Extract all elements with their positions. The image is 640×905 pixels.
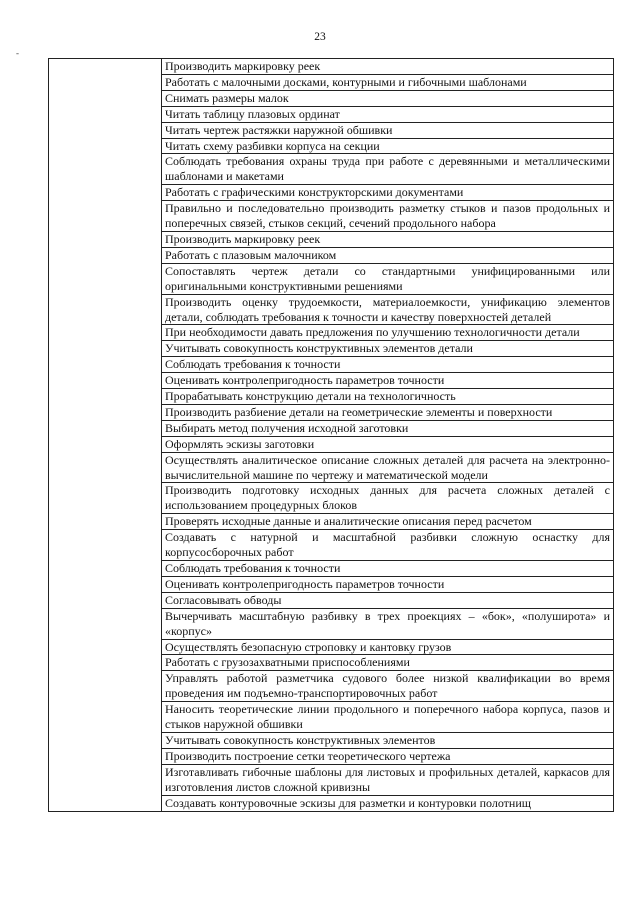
requirement-text: Производить маркировку реек — [162, 231, 614, 247]
requirement-text: Оценивать контролепригодность параметров точности — [162, 373, 614, 389]
requirement-text: Работать с грузозахватными приспособлениями — [162, 655, 614, 671]
requirement-text: Соблюдать требования к точности — [162, 561, 614, 577]
requirement-text: Оформлять эскизы заготовки — [162, 436, 614, 452]
requirement-text: Согласовывать обводы — [162, 592, 614, 608]
requirement-text: Снимать размеры малок — [162, 90, 614, 106]
requirement-text: Наносить теоретические линии продольного и поперечного набора корпуса, пазов и стыков наружной обшивки — [162, 702, 614, 733]
requirement-text: Производить построение сетки теоретического чертежа — [162, 748, 614, 764]
requirement-text: Читать таблицу плазовых ординат — [162, 106, 614, 122]
requirement-text: Проверять исходные данные и аналитические описания перед расчетом — [162, 514, 614, 530]
requirement-text: Учитывать совокупность конструктивных элементов детали — [162, 341, 614, 357]
requirement-text: Прорабатывать конструкцию детали на технологичность — [162, 389, 614, 405]
requirement-text: Учитывать совокупность конструктивных элементов — [162, 732, 614, 748]
requirement-text: Соблюдать требования к точности — [162, 357, 614, 373]
requirement-text: Сопоставлять чертеж детали со стандартными унифицированными или оригинальными конструктивными решениями — [162, 263, 614, 294]
requirement-text: Работать с малочными досками, контурными и гибочными шаблонами — [162, 74, 614, 90]
requirement-text: Производить маркировку реек — [162, 59, 614, 75]
requirement-text: Осуществлять безопасную строповку и кантовку грузов — [162, 639, 614, 655]
requirement-text: Соблюдать требования охраны труда при работе с деревянными и металлическими шаблонами и макетами — [162, 154, 614, 185]
requirement-text: Осуществлять аналитическое описание сложных деталей для расчета на электронно-вычислительной машине по чертежу и математической модели — [162, 452, 614, 483]
requirement-text: Читать чертеж растяжки наружной обшивки — [162, 122, 614, 138]
requirement-text: Оценивать контролепригодность параметров точности — [162, 576, 614, 592]
requirement-text: Читать схему разбивки корпуса на секции — [162, 138, 614, 154]
requirement-text: Производить оценку трудоемкости, материалоемкости, унификацию элементов детали, соблюдать требования к точности и качеству поверхностей деталей — [162, 294, 614, 325]
left-empty-cell — [49, 59, 162, 812]
requirement-text: Вычерчивать масштабную разбивку в трех проекциях – «бок», «полуширота» и «корпус» — [162, 608, 614, 639]
requirement-text: Производить разбиение детали на геометрические элементы и поверхности — [162, 404, 614, 420]
requirement-text: При необходимости давать предложения по улучшению технологичности детали — [162, 325, 614, 341]
requirement-text: Работать с графическими конструкторскими документами — [162, 185, 614, 201]
requirement-text: Создавать с натурной и масштабной разбивки сложную оснастку для корпусосборочных работ — [162, 530, 614, 561]
requirement-text: Правильно и последовательно производить разметку стыков и пазов продольных и поперечных связей, стыков секций, сечений продольного набора — [162, 201, 614, 232]
requirement-text: Изготавливать гибочные шаблоны для листовых и профильных деталей, каркасов для изготовления листов сложной кривизны — [162, 764, 614, 795]
requirement-text: Создавать контуровочные эскизы для разметки и контуровки полотнищ — [162, 795, 614, 811]
table-row — [49, 59, 614, 75]
margin-mark: - — [16, 48, 19, 58]
requirement-text: Выбирать метод получения исходной заготовки — [162, 420, 614, 436]
requirement-text: Производить подготовку исходных данных для расчета сложных деталей с использованием процедурных блоков — [162, 483, 614, 514]
requirement-text: Управлять работой разметчика судового более низкой квалификации во время проведения им подъемно-транспортировочных работ — [162, 671, 614, 702]
page-number: 23 — [314, 31, 326, 43]
requirements-table — [48, 58, 614, 812]
requirements-table-body — [49, 59, 614, 812]
requirement-text: Работать с плазовым малочником — [162, 247, 614, 263]
